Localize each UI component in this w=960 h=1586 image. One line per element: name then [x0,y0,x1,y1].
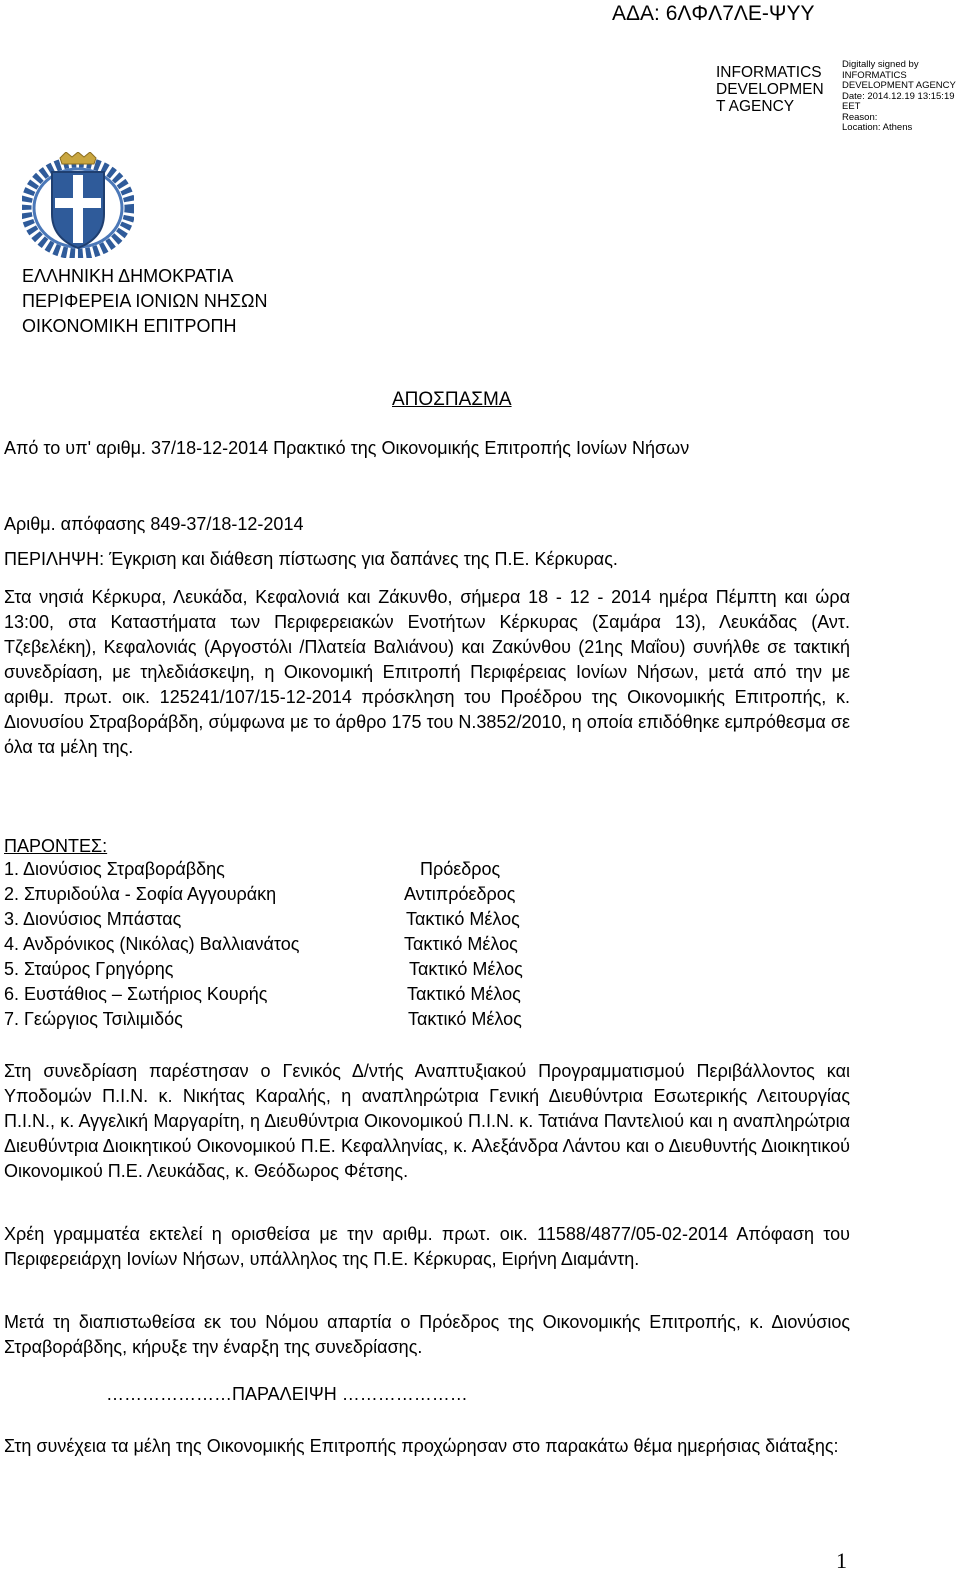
greek-coat-of-arms-icon [22,152,134,258]
signature-detail-line: Location: Athens [842,122,913,133]
signature-detail-line: INFORMATICS [842,69,907,81]
member-name: 3. Διονύσιος Μπάστας [4,909,182,929]
signature-name-line: INFORMATICS [716,64,822,81]
header-line: ΕΛΛΗΝΙΚΗ ΔΗΜΟΚΡΑΤΙΑ [22,266,234,286]
signature-detail-line: Digitally signed by [842,59,919,70]
from-minutes: Από το υπ' αριθμ. 37/18-12-2014 Πρακτικό της Οικονομικής Επιτροπής Ιονίων Νήσων [4,438,690,458]
ada-code: ΑΔΑ: 6ΛΦΛ7ΛΕ-ΨΥΥ [612,2,815,25]
member-role: Αντιπρόεδρος [404,884,516,904]
signature-name-line: T AGENCY [716,98,795,115]
signature-detail-line: Date: 2014.12.19 13:15:19 [842,90,955,102]
cross-horizontal [55,198,101,208]
member-name: 2. Σπυριδούλα - Σοφία Αγγουράκη [4,884,277,904]
decision-number: Αριθμ. απόφασης 849-37/18-12-2014 [4,514,304,534]
secretary-paragraph: Χρέη γραμματέα εκτελεί η ορισθείσα με την αριθμ. πρωτ. οικ. 11588/4877/05-02-2014 Απόφαση του Περιφερειάρχη Ιονίων Νήσων, υπάλληλος της Π.Ε. Κέρκυρας, Ειρήνη Διαμάντη. [4,1224,850,1269]
header-line: ΠΕΡΙΦΕΡΕΙΑ ΙΟΝΙΩΝ ΝΗΣΩΝ [22,291,268,311]
member-name: 4. Ανδρόνικος (Νικόλας) Βαλλιανάτος [4,934,300,954]
member-role: Τακτικό Μέλος [408,1009,522,1029]
continuation-paragraph: Στη συνέχεια τα μέλη της Οικονομικής Επιτροπής προχώρησαν στο παρακάτω θέμα ημερήσιας διάταξης: [4,1436,839,1456]
present-label: ΠΑΡΟΝΤΕΣ: [4,836,108,856]
member-name: 6. Ευστάθιος – Σωτήριος Κουρής [4,984,268,1004]
issuer-header [22,264,267,339]
member-role: Τακτικό Μέλος [404,934,518,954]
summary: ΠΕΡΙΛΗΨΗ: Έγκριση και διάθεση πίστωσης για δαπάνες της Π.Ε. Κέρκυρας. [4,549,618,569]
quorum-paragraph: Μετά τη διαπιστωθείσα εκ του Νόμου απαρτία ο Πρόεδρος της Οικονομικής Επιτροπής, κ. Διονύσιος Στραβοράβδης, κήρυξε την έναρξη της συνεδρίασης. [4,1312,850,1357]
intro-paragraph: Στα νησιά Κέρκυρα, Λευκάδα, Κεφαλονιά και Ζάκυνθο, σήμερα 18 - 12 - 2014 ημέρα Πέμπτη και ώρα 13:00, στα Καταστήματα των Περιφερειακών Ενοτήτων Κέρκυρας (Σαμάρα 13), Λευκάδας (Αντ. Τζεβελέκη), Κεφαλονιάς (Αργοστόλι /Πλατεία Βαλιάνου) και Ζακύνθου (21ης Μαΐου) συνήλθε σε τακτική συνεδρίαση, με τηλεδιάσκεψη, η Οικονομική Επιτροπή Περιφέρειας Ιονίων Νήσων, μετά από την με αριθμ. πρωτ. οικ. 125241/107/15-12-2014 πρόσκληση του Προέδρου της Οικονομικής Επιτροπής, κ. Διονυσίου Στραβοράβδη, σύμφωνα με το άρθρο 175 του Ν.3852/2010, η οποία επιδόθηκε εμπρόθεσμα σε όλα τα μέλη της. [4,587,850,757]
member-name: 1. Διονύσιος Στραβοράβδης [4,859,225,879]
signature-detail-line: Reason: [842,111,878,123]
header-line: ΟΙΚΟΝΟΜΙΚΗ ΕΠΙΤΡΟΠΗ [22,316,237,336]
member-role: Τακτικό Μέλος [409,959,523,979]
cross-vertical [73,175,83,243]
signature-name-line: DEVELOPMEN [716,81,824,98]
member-name: 5. Σταύρος Γρηγόρης [4,959,174,979]
signature-detail-line: DEVELOPMENT AGENCY [842,80,956,91]
attendees-paragraph: Στη συνεδρίαση παρέστησαν ο Γενικός Δ/ντής Αναπτυξιακού Προγραμματισμού Περιβάλλοντος και Υποδομών Π.Ι.Ν. κ. Νικήτας Καραλής, η αναπληρώτρια Γενική Διευθύντρια Εσωτερικής Λειτουργίας Π.Ι.Ν., κ. Αγγελική Μαργαρίτη, η Διευθύντρια Οικονομικού Π.Ι.Ν. κ. Τατιάνα Παντελιού και η αναπληρώτρια Διευθύντρια Διοικητικού Οικονομικού Π.Ε. Κεφαλληνίας, κ. Αλεξάνδρα Λάντου και ο Διευθυντής Διοικητικού Οικονομικού Π.Ε. Λευκάδας, κ. Θεόδωρος Φέτσης. [4,1061,850,1181]
member-role: Πρόεδρος [420,859,501,879]
signature-detail-line: EET [842,101,861,112]
document-title: ΑΠΟΣΠΑΣΜΑ [392,389,512,410]
page-number: 1 [836,1548,847,1573]
members-list [0,859,960,1035]
crown [60,152,96,164]
signature-details [842,60,956,134]
member-role: Τακτικό Μέλος [406,909,520,929]
omission-marker: …………………ΠΑΡΑΛΕΙΨΗ ………………… [106,1384,468,1404]
member-name: 7. Γεώργιος Τσιλιμιδός [4,1009,183,1029]
signature-name [716,64,824,115]
member-role: Τακτικό Μέλος [407,984,521,1004]
